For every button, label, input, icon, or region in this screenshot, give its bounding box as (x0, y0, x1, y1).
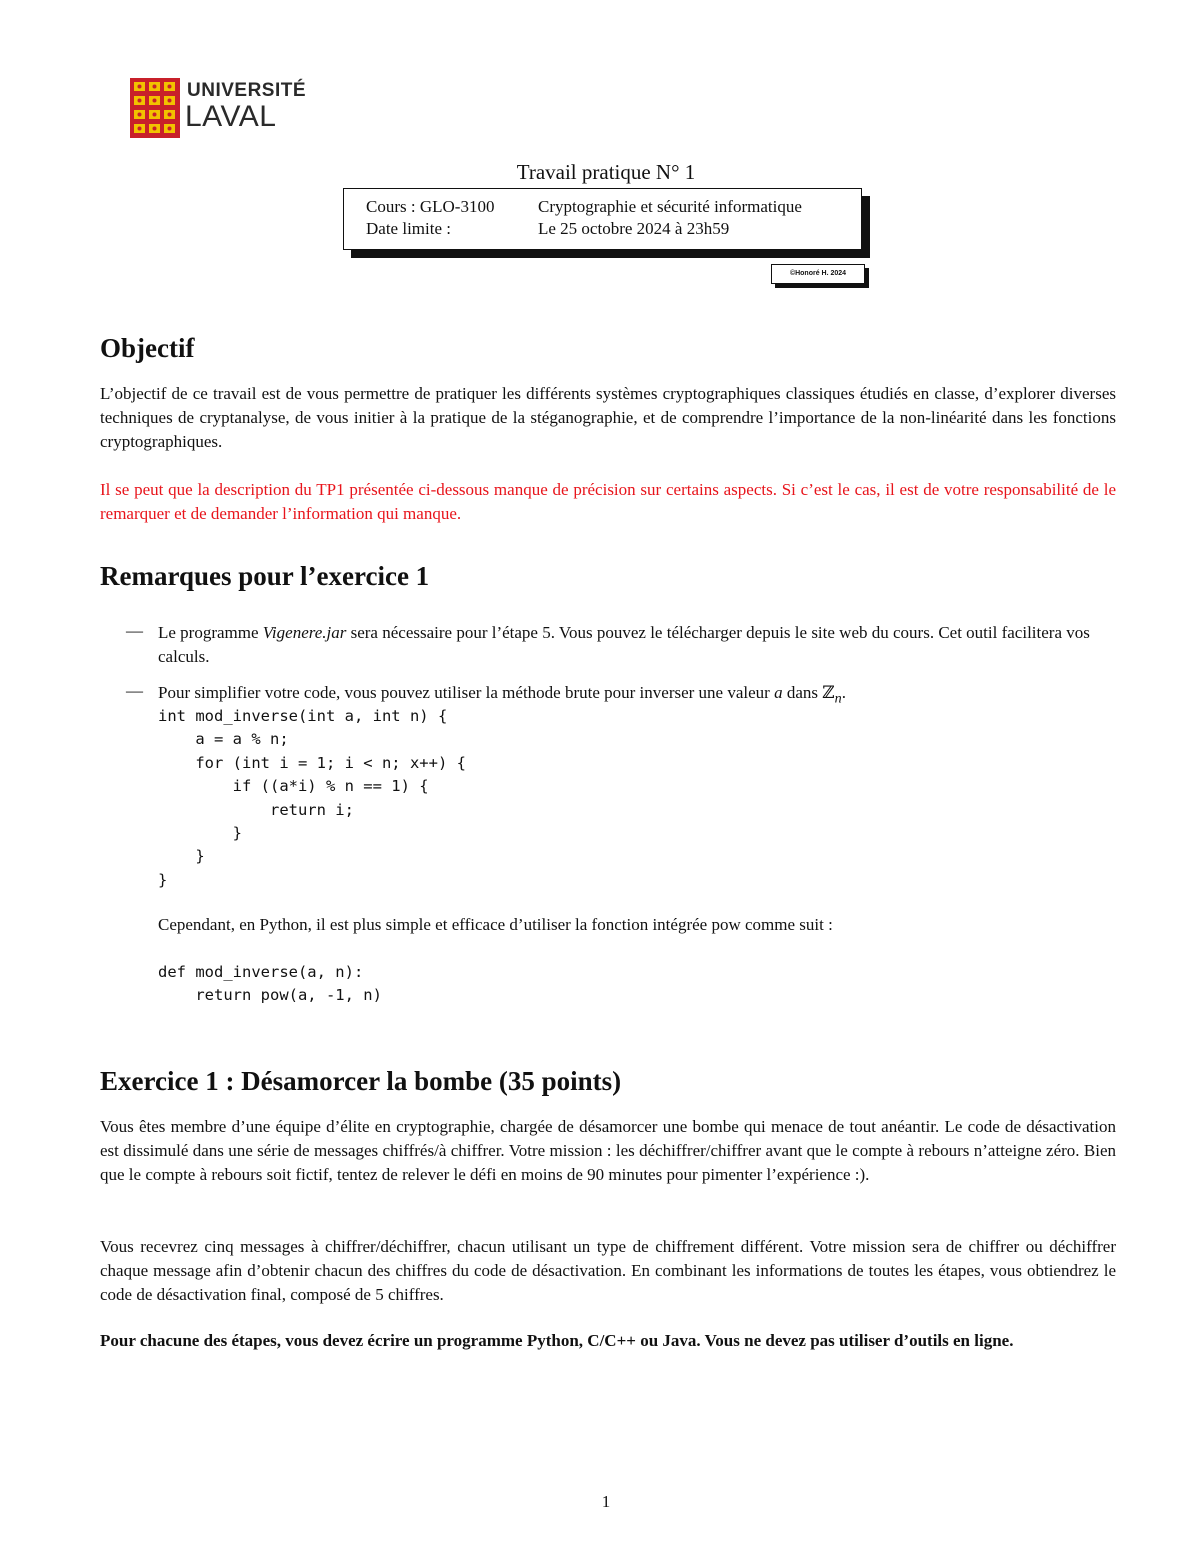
logo-text-laval: LAVAL (185, 100, 277, 133)
remark-item-vigenere (158, 621, 1116, 669)
code-block-python: def mod_inverse(a, n): return pow(a, -1, n) (158, 963, 382, 1005)
course-label: Cours : GLO-3100 (366, 197, 495, 216)
math-set-z: ℤ (822, 683, 835, 702)
document-title: Travail pratique N° 1 (516, 160, 696, 184)
vigenere-jar-filename: Vigenere.jar (262, 623, 347, 642)
page-number: 1 (601, 1492, 611, 1511)
university-logo (130, 78, 330, 140)
deadline-value: Le 25 octobre 2024 à 23h59 (538, 219, 730, 238)
university-shield-icon (130, 78, 180, 138)
remark-1-text-start: Le programme (158, 623, 263, 642)
bullet-dash: — (126, 681, 143, 700)
deadline-label: Date limite : (366, 219, 451, 238)
section-title-remarques: Remarques pour l’exercice 1 (100, 561, 430, 591)
remark-2-text-mid: dans (782, 683, 823, 702)
code-block-java: int mod_inverse(int a, int n) { a = a % n; for (int i = 1; i < n; x++) { if ((a*i) % n == 1) { return i; } } } (158, 707, 466, 889)
copyright-badge: ©Honoré H. 2024 (771, 264, 865, 284)
math-subscript-n: n (834, 690, 842, 707)
section-title-exercice-1: Exercice 1 : Désamorcer la bombe (35 points) (100, 1066, 622, 1096)
remark-2-text-end: . (841, 683, 846, 702)
remark-1-text-end: sera nécessaire pour l’étape 5. Vous pouvez le télécharger depuis le site web du cours. Cet outil facilitera vos calculs. (158, 623, 1090, 666)
bullet-dash: — (126, 621, 143, 640)
exercice-1-instructions: Pour chacune des étapes, vous devez écrire un programme Python, C/C++ ou Java. Vous ne devez pas utiliser d’outils en ligne. (100, 1331, 1014, 1350)
section-title-objectif: Objectif (100, 333, 195, 363)
python-intro-text: Cependant, en Python, il est plus simple et efficace d’utiliser la fonction intégrée pow comme suit : (158, 915, 833, 934)
exercice-1-paragraph-1: Vous êtes membre d’une équipe d’élite en cryptographie, chargée de désamorcer une bombe qui menace de tout anéantir. Le code de désactivation est dissimulé dans une série de messages chiffrés/à chiffrer. Votre mission : les déchiffrer/chiffrer avant que le compte à rebours n’atteigne zéro. Bien que le compte à rebours soit fictif, tentez de relever le défi en moins de 90 minutes pour pimenter l’expérience :). (100, 1117, 1116, 1184)
remark-2-text-start: Pour simplifier votre code, vous pouvez utiliser la méthode brute pour inverser une valeur (158, 683, 775, 702)
math-var-a: a (774, 683, 783, 702)
course-info-box (343, 188, 862, 250)
logo-text-universite: UNIVERSITÉ (187, 80, 307, 101)
warning-paragraph: Il se peut que la description du TP1 présentée ci-dessous manque de précision sur certains aspects. Si c’est le cas, il est de votre responsabilité de le remarquer et de demander l’information qui manque. (100, 480, 1116, 523)
exercice-1-paragraph-2: Vous recevrez cinq messages à chiffrer/déchiffrer, chacun utilisant un type de chiffrement différent. Votre mission sera de chiffrer ou déchiffrer chaque message afin d’obtenir chacun des chiffres du code de désactivation. En combinant les informations de toutes les étapes, vous obtiendrez le code de désactivation final, composé de 5 chiffres. (100, 1237, 1116, 1304)
course-value: Cryptographie et sécurité informatique (538, 197, 802, 216)
objectif-paragraph: L’objectif de ce travail est de vous permettre de pratiquer les différents systèmes cryptographiques classiques étudiés en classe, d’explorer diverses techniques de cryptanalyse, de vous initier à la pratique de la stéganographie, et de comprendre l’importance de la non-linéarité dans les fonctions cryptographiques. (100, 384, 1116, 451)
